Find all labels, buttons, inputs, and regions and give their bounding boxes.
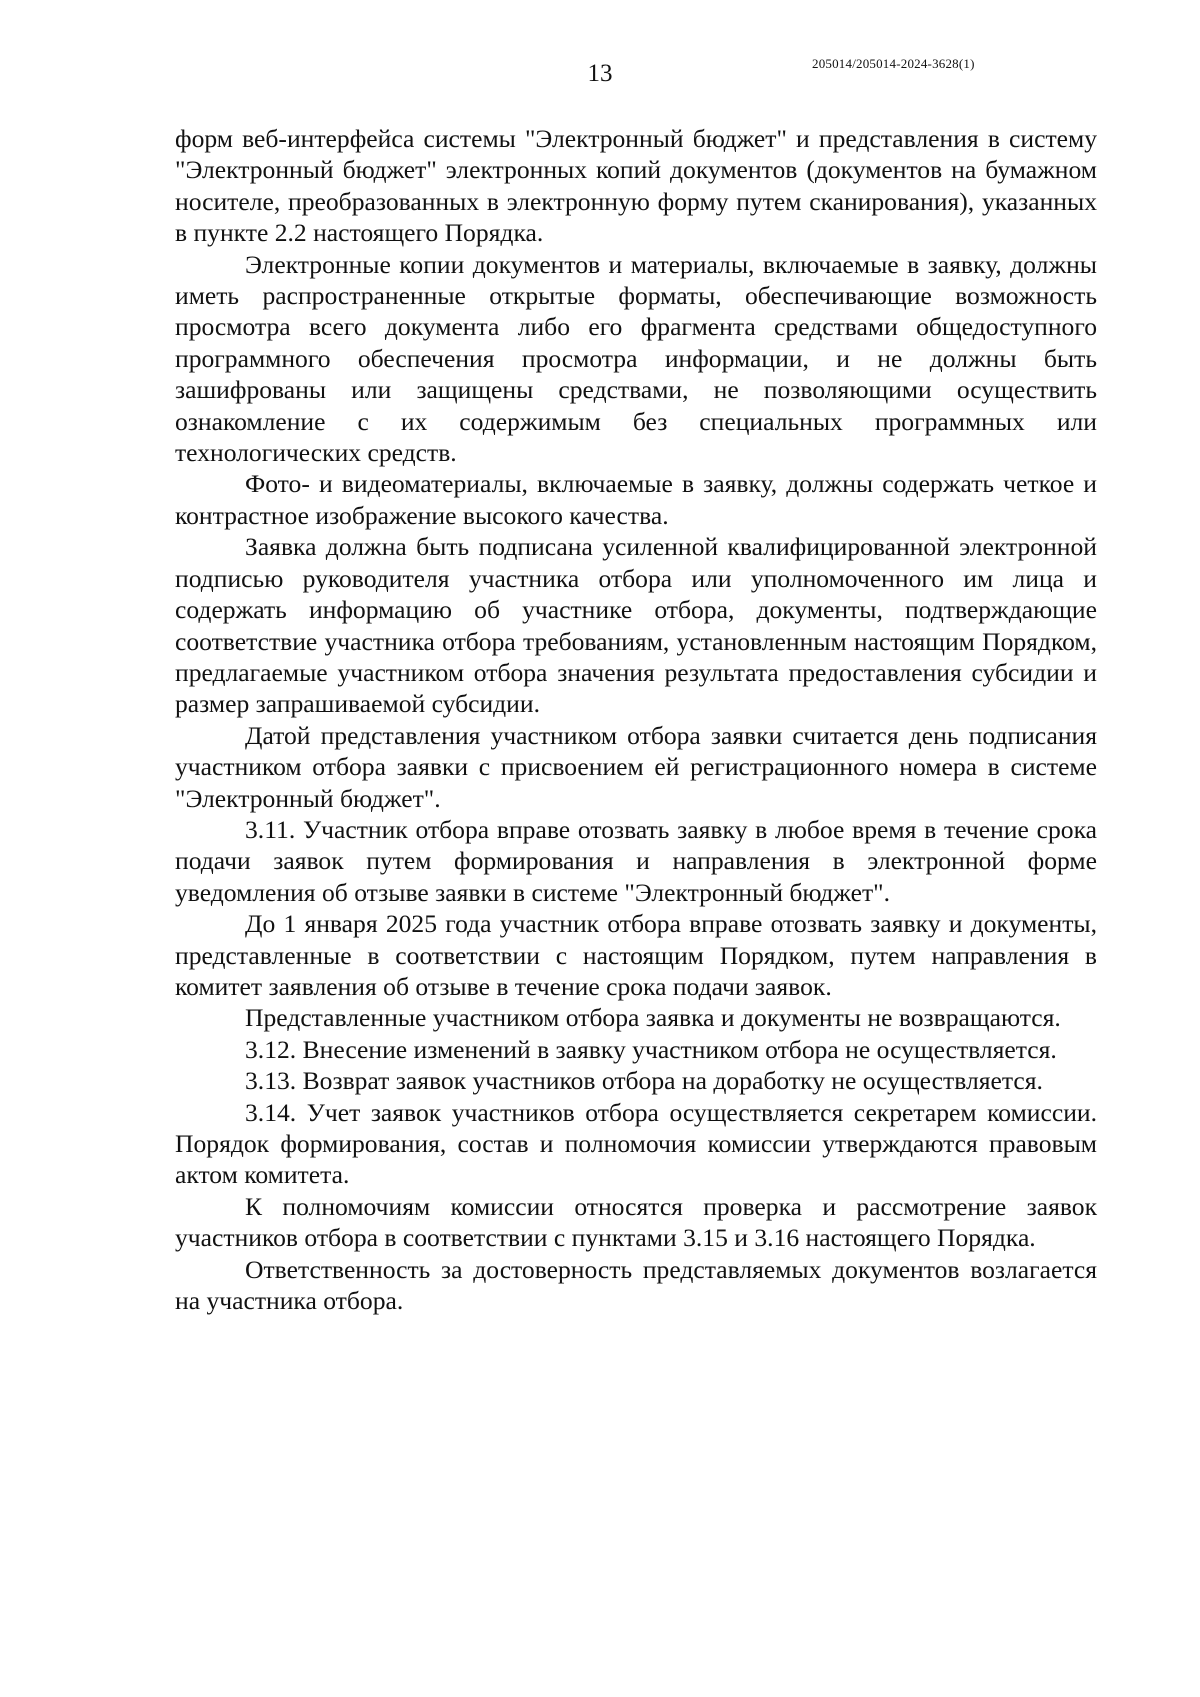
paragraph-signature: Заявка должна быть подписана усиленной квалифицированной электронной подписью руководителя участника отбора или уполномоченного им лица и содержать информацию об участнике отбора, документы, подтверждающие соответствие участника отбора требованиям, установленным настоящим Порядком, предлагаемые участником отбора значения результата предоставления субсидии и размер запрашиваемой субсидии.	[175, 532, 1097, 719]
paragraph-3-13: 3.13. Возврат заявок участников отбора на доработку не осуществляется.	[245, 1066, 1043, 1096]
paragraph-electronic-copies: Электронные копии документов и материалы, включаемые в заявку, должны иметь распространенные открытые форматы, обеспечивающие возможность просмотра всего документа либо его фрагмента средствами общедоступного программного обеспечения просмотра информации, и не должны быть зашифрованы или защищены средствами, не позволяющими осуществить ознакомление с их содержимым без специальных программных или технологических средств.	[175, 249, 1097, 468]
paragraph-submission-date: Датой представления участником отбора заявки считается день подписания участником отбора заявки с присвоением ей регистрационного номера в системе "Электронный бюджет".	[175, 720, 1097, 813]
paragraph-3-12: 3.12. Внесение изменений в заявку участником отбора не осуществляется.	[245, 1034, 1057, 1064]
paragraph-responsibility: Ответственность за достоверность представляемых документов возлагается на участника отбора.	[175, 1254, 1097, 1316]
paragraph-continuation: форм веб-интерфейса системы "Электронный бюджет" и представления в систему "Электронный бюджет" электронных копий документов (документов на бумажном носителе, преобразованных в электронную форму путем сканирования), указанных в пункте 2.2 настоящего Порядка.	[175, 124, 1097, 248]
paragraph-3-14: 3.14. Учет заявок участников отбора осуществляется секретарем комиссии. Порядок формирования, состав и полномочия комиссии утверждаются правовым актом комитета.	[175, 1097, 1097, 1190]
paragraph-3-11: 3.11. Участник отбора вправе отозвать заявку в любое время в течение срока подачи заявок путем формирования и направления в электронной форме уведомления об отзыве заявки в системе "Электронный бюджет".	[175, 814, 1097, 907]
page-number: 13	[587, 60, 613, 87]
document-body	[175, 123, 1097, 1316]
paragraph-not-returned: Представленные участником отбора заявка и документы не возвращаются.	[245, 1003, 1061, 1033]
paragraph-commission-powers: К полномочиям комиссии относятся проверка и рассмотрение заявок участников отбора в соответствии с пунктами 3.15 и 3.16 настоящего Порядка.	[175, 1191, 1097, 1253]
paragraph-until-2025: До 1 января 2025 года участник отбора вправе отозвать заявку и документы, представленные в соответствии с настоящим Порядком, путем направления в комитет заявления об отзыве в течение срока подачи заявок.	[175, 909, 1097, 1001]
document-id: 205014/205014-2024-3628(1)	[812, 56, 975, 71]
paragraph-photo-video: Фото- и видеоматериалы, включаемые в заявку, должны содержать четкое и контрастное изображение высокого качества.	[175, 469, 1097, 530]
